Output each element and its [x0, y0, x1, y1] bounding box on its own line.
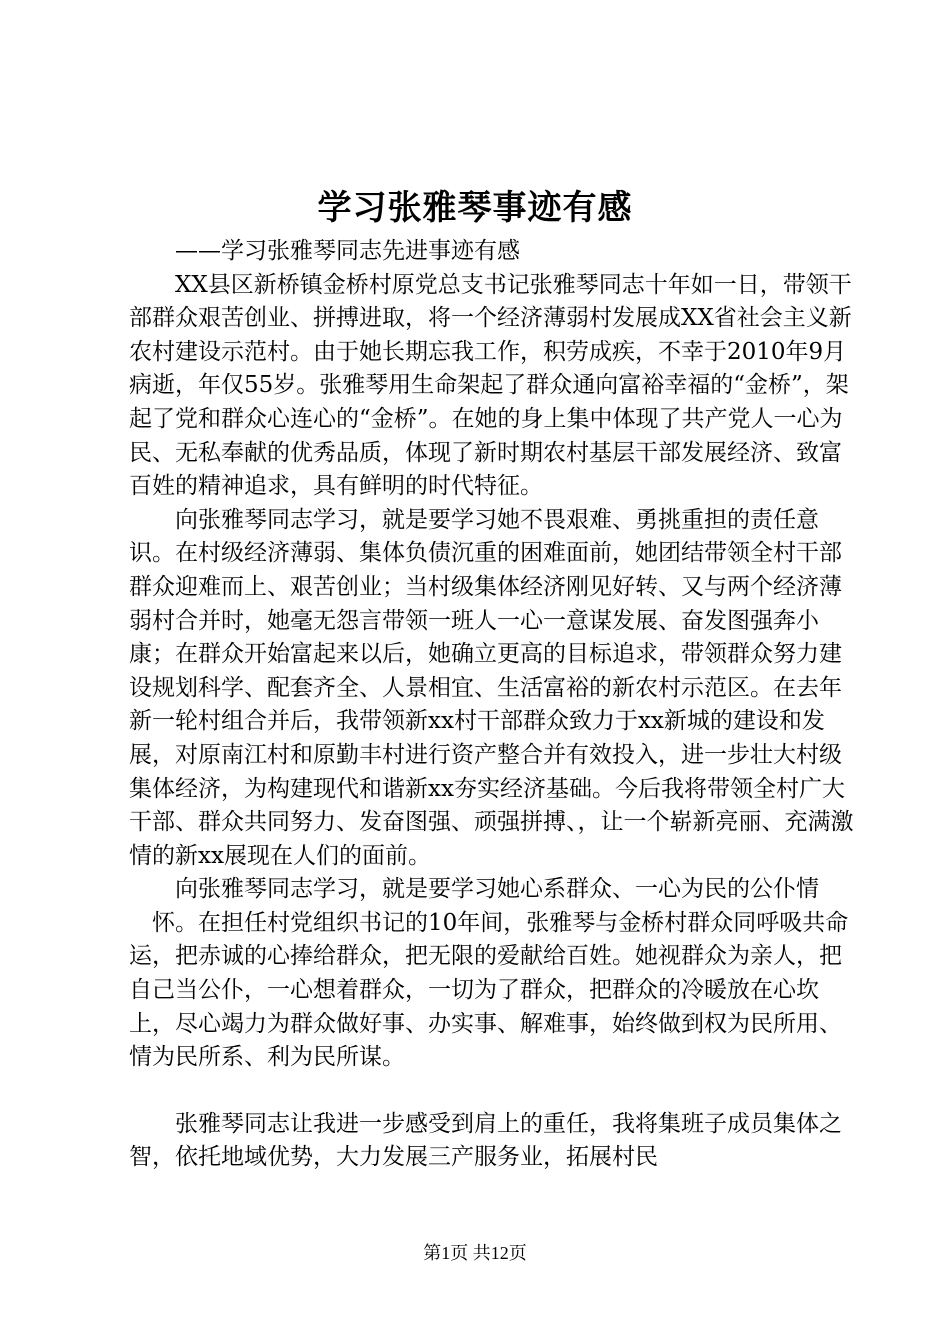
page-footer: 第1页 共12页 [423, 1243, 527, 1263]
paragraph-3: 向张雅琴同志学习，就是要学习她心系群众、一心为民的公仆情 [175, 876, 819, 903]
document-body [129, 235, 854, 1175]
paragraph-5: 张雅琴同志让我进一步感受到肩上的重任，我将集班子成员集体之智，依托地域优势，大力发展三产服务业，拓展村民 [129, 1110, 842, 1171]
document-title: 学习张雅琴事迹有感 [317, 188, 633, 228]
paragraph-gap [129, 1075, 854, 1108]
paragraph-1: XX县区新桥镇金桥村原党总支书记张雅琴同志十年如一日，带领干部群众艰苦创业、拼搏进取，将一个经济薄弱村发展成XX省社会主义新农村建设示范村。由于她长期忘我工作，积劳成疾，不幸于2010年9月病逝，年仅55岁。张雅琴用生命架起了群众通向富裕幸福的“金桥”，架起了党和群众心连心的“金桥”。在她的身上集中体现了共产党人一心为民、无私奉献的优秀品质，体现了新时期农村基层干部发展经济、致富百姓的精神追求，具有鲜明的时代特征。 [129, 271, 852, 500]
document-subtitle: ——学习张雅琴同志先进事迹有感 [175, 238, 520, 264]
paragraph-2: 向张雅琴同志学习，就是要学习她不畏艰难、勇挑重担的责任意识。在村级经济薄弱、集体负债沉重的困难面前，她团结带领全村干部群众迎难而上、艰苦创业；当村级集体经济刚见好转、又与两个经济薄弱村合并时，她毫无怨言带领一班人一心一意谋发展、奋发图强奔小康；在群众开始富起来以后，她确立更高的目标追求，带领群众努力建设规划科学、配套齐全、人景相宜、生活富裕的新农村示范区。在去年新一轮村组合并后，我带领新xx村干部群众致力于xx新城的建设和发展，对原南江村和原勤丰村进行资产整合并有效投入，进一步壮大村级集体经济，为构建现代和谐新xx夯实经济基础。今后我将带领全村广大干部、群众共同努力、发奋图强、顽强拼搏、，让一个崭新亮丽、充满激情的新xx展现在人们的面前。 [129, 506, 854, 869]
paragraph-4: 怀。在担任村党组织书记的10年间，张雅琴与金桥村群众同呼吸共命运，把赤诚的心捧给群众，把无限的爱献给百姓。她视群众为亲人，把自己当公仆，一心想着群众，一切为了群众，把群众的冷暖放在心坎上，尽心竭力为群众做好事、办实事、解难事，始终做到权为民所用、情为民所系、利为民所谋。 [129, 909, 849, 1071]
